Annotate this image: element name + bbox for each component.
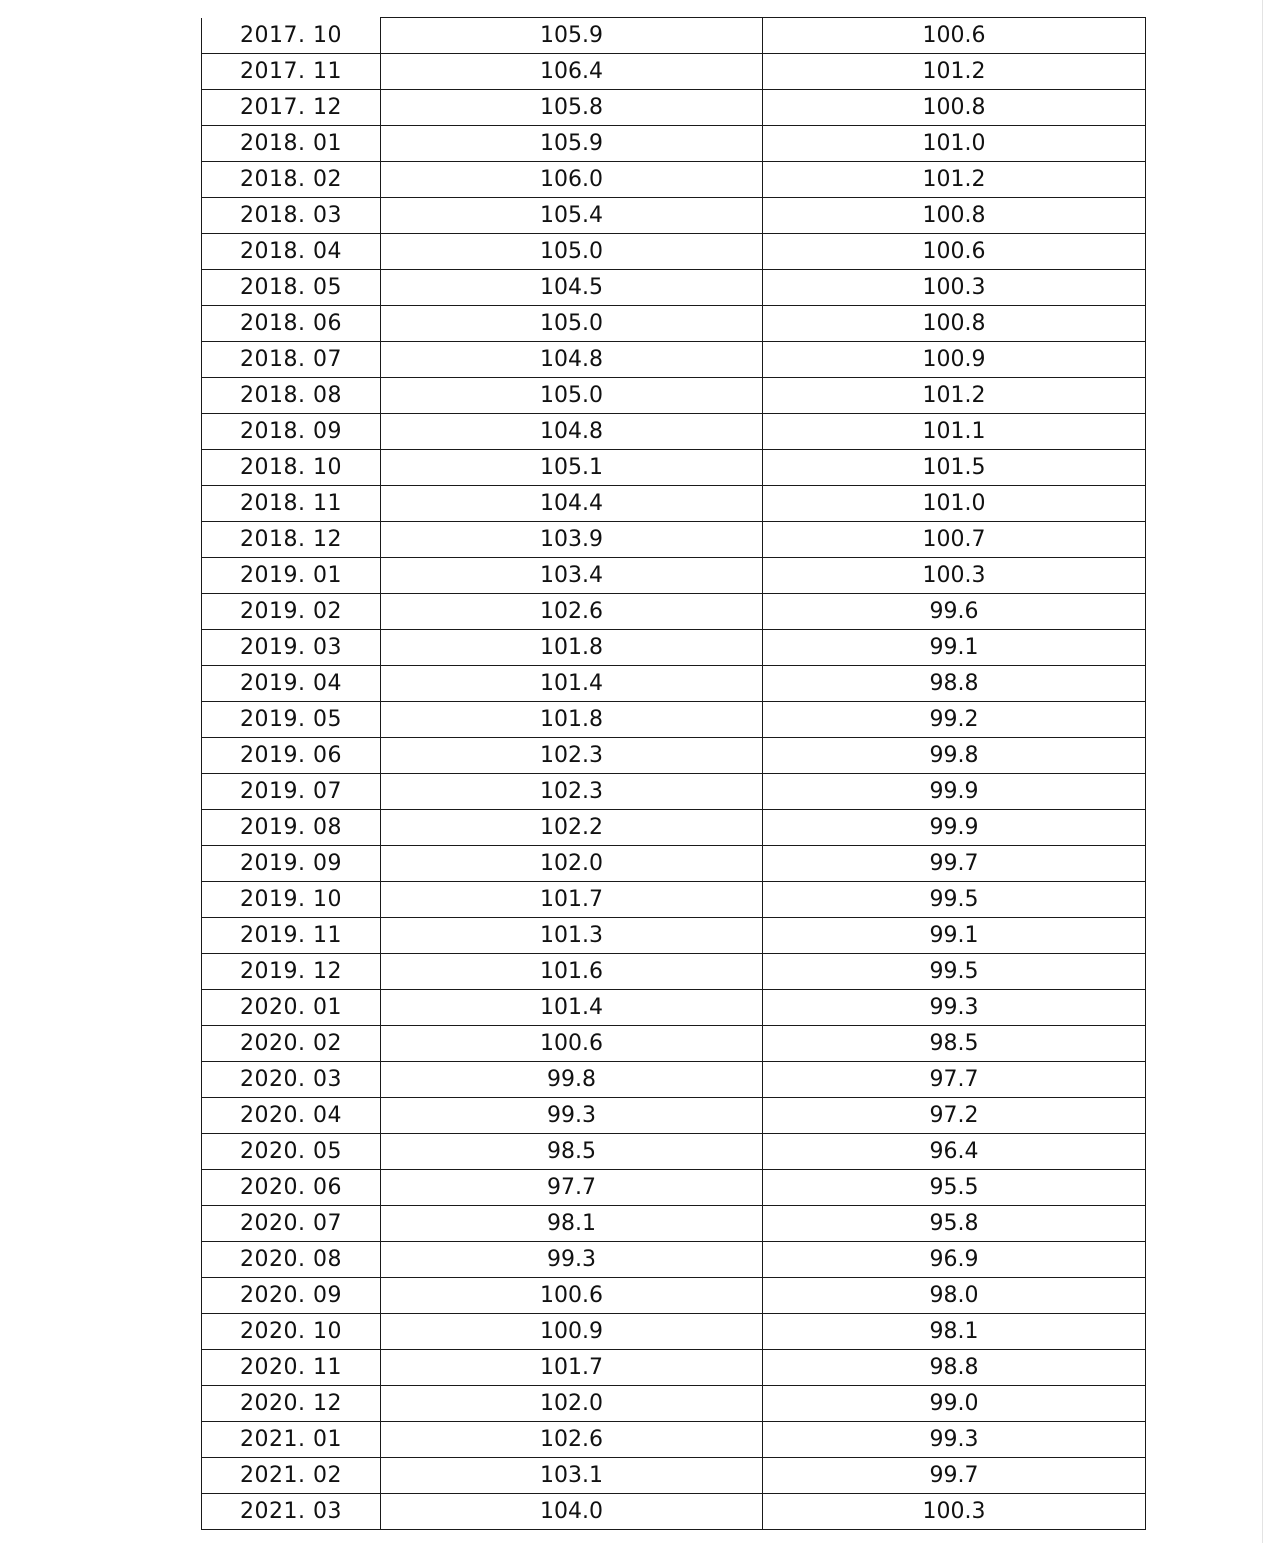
value-b-cell: 100.8 [763,198,1146,234]
table-row [202,270,1146,306]
table-row [202,234,1146,270]
table-row [202,1350,1146,1386]
value-b-cell: 100.9 [763,342,1146,378]
value-b-cell: 101.2 [763,162,1146,198]
value-a-cell: 101.4 [381,990,763,1026]
period-cell: 2020. 11 [202,1350,381,1386]
value-a-cell: 103.9 [381,522,763,558]
table-row [202,774,1146,810]
table-row [202,126,1146,162]
value-b-cell: 95.5 [763,1170,1146,1206]
period-cell: 2020. 08 [202,1242,381,1278]
table-row [202,594,1146,630]
value-a-cell: 105.4 [381,198,763,234]
table-row [202,450,1146,486]
period-cell: 2018. 01 [202,126,381,162]
period-cell: 2018. 08 [202,378,381,414]
value-a-cell: 101.8 [381,702,763,738]
value-a-cell: 103.4 [381,558,763,594]
period-cell: 2018. 09 [202,414,381,450]
value-a-cell: 104.8 [381,414,763,450]
value-b-cell: 98.0 [763,1278,1146,1314]
value-b-cell: 100.8 [763,306,1146,342]
value-b-cell: 96.4 [763,1134,1146,1170]
value-a-cell: 101.6 [381,954,763,990]
table-row [202,522,1146,558]
value-b-cell: 100.3 [763,270,1146,306]
value-b-cell: 99.0 [763,1386,1146,1422]
period-cell: 2017. 10 [202,18,381,54]
value-b-cell: 99.1 [763,630,1146,666]
value-b-cell: 97.2 [763,1098,1146,1134]
value-b-cell: 97.7 [763,1062,1146,1098]
value-b-cell: 101.0 [763,126,1146,162]
table-row [202,1170,1146,1206]
value-a-cell: 101.4 [381,666,763,702]
period-cell: 2020. 03 [202,1062,381,1098]
period-cell: 2018. 05 [202,270,381,306]
value-b-cell: 101.2 [763,378,1146,414]
period-cell: 2019. 04 [202,666,381,702]
value-a-cell: 99.3 [381,1098,763,1134]
table-row [202,630,1146,666]
value-b-cell: 100.3 [763,558,1146,594]
value-a-cell: 104.0 [381,1494,763,1530]
table-row [202,918,1146,954]
value-a-cell: 101.8 [381,630,763,666]
value-a-cell: 104.8 [381,342,763,378]
table-row [202,1494,1146,1530]
table-row [202,486,1146,522]
value-b-cell: 98.8 [763,666,1146,702]
period-cell: 2018. 07 [202,342,381,378]
value-a-cell: 99.8 [381,1062,763,1098]
value-a-cell: 101.7 [381,882,763,918]
period-cell: 2020. 12 [202,1386,381,1422]
value-b-cell: 95.8 [763,1206,1146,1242]
table-row [202,1062,1146,1098]
table-row [202,1242,1146,1278]
period-cell: 2021. 01 [202,1422,381,1458]
period-cell: 2018. 04 [202,234,381,270]
page-edge-rule [1262,0,1263,1543]
table-row [202,666,1146,702]
value-a-cell: 102.3 [381,738,763,774]
period-cell: 2019. 08 [202,810,381,846]
value-b-cell: 100.3 [763,1494,1146,1530]
table-row [202,1206,1146,1242]
value-b-cell: 99.9 [763,810,1146,846]
value-a-cell: 98.5 [381,1134,763,1170]
table-row [202,342,1146,378]
period-cell: 2020. 01 [202,990,381,1026]
period-cell: 2021. 02 [202,1458,381,1494]
table-row [202,1134,1146,1170]
value-a-cell: 105.0 [381,306,763,342]
period-cell: 2019. 05 [202,702,381,738]
period-cell: 2017. 11 [202,54,381,90]
value-b-cell: 99.3 [763,1422,1146,1458]
table-row [202,378,1146,414]
value-a-cell: 105.9 [381,18,763,54]
value-a-cell: 100.6 [381,1026,763,1062]
value-b-cell: 98.8 [763,1350,1146,1386]
table-row [202,1422,1146,1458]
value-a-cell: 100.6 [381,1278,763,1314]
table-row [202,990,1146,1026]
value-a-cell: 100.9 [381,1314,763,1350]
value-b-cell: 98.1 [763,1314,1146,1350]
value-a-cell: 106.4 [381,54,763,90]
table-row [202,702,1146,738]
table-row [202,738,1146,774]
period-cell: 2018. 02 [202,162,381,198]
value-a-cell: 101.3 [381,918,763,954]
value-a-cell: 102.0 [381,846,763,882]
value-a-cell: 106.0 [381,162,763,198]
table-row [202,954,1146,990]
value-a-cell: 98.1 [381,1206,763,1242]
period-cell: 2019. 06 [202,738,381,774]
period-cell: 2019. 02 [202,594,381,630]
value-b-cell: 99.9 [763,774,1146,810]
period-cell: 2018. 06 [202,306,381,342]
data-table [201,17,1146,1530]
value-a-cell: 104.5 [381,270,763,306]
value-b-cell: 101.1 [763,414,1146,450]
table-row [202,162,1146,198]
period-cell: 2019. 01 [202,558,381,594]
table-row [202,1278,1146,1314]
value-a-cell: 105.9 [381,126,763,162]
value-a-cell: 105.0 [381,378,763,414]
table-row [202,1026,1146,1062]
table-row [202,306,1146,342]
table-row [202,90,1146,126]
period-cell: 2018. 10 [202,450,381,486]
value-b-cell: 99.5 [763,954,1146,990]
value-b-cell: 99.5 [763,882,1146,918]
period-cell: 2021. 03 [202,1494,381,1530]
value-a-cell: 102.6 [381,594,763,630]
table-row [202,1098,1146,1134]
table-row [202,414,1146,450]
table-row [202,558,1146,594]
table-row [202,198,1146,234]
period-cell: 2020. 07 [202,1206,381,1242]
value-b-cell: 100.6 [763,234,1146,270]
value-b-cell: 99.1 [763,918,1146,954]
value-b-cell: 96.9 [763,1242,1146,1278]
period-cell: 2017. 12 [202,90,381,126]
value-a-cell: 102.6 [381,1422,763,1458]
value-a-cell: 97.7 [381,1170,763,1206]
period-cell: 2019. 12 [202,954,381,990]
value-b-cell: 98.5 [763,1026,1146,1062]
period-cell: 2019. 10 [202,882,381,918]
value-b-cell: 100.7 [763,522,1146,558]
period-cell: 2020. 04 [202,1098,381,1134]
period-cell: 2020. 09 [202,1278,381,1314]
table-row [202,1386,1146,1422]
value-b-cell: 101.2 [763,54,1146,90]
value-a-cell: 99.3 [381,1242,763,1278]
table-row [202,1458,1146,1494]
value-b-cell: 99.7 [763,1458,1146,1494]
table-row [202,18,1146,54]
value-b-cell: 100.8 [763,90,1146,126]
table-row [202,882,1146,918]
period-cell: 2018. 03 [202,198,381,234]
table-row [202,846,1146,882]
period-cell: 2018. 12 [202,522,381,558]
value-a-cell: 105.0 [381,234,763,270]
period-cell: 2019. 09 [202,846,381,882]
value-b-cell: 101.5 [763,450,1146,486]
value-b-cell: 99.8 [763,738,1146,774]
period-cell: 2020. 10 [202,1314,381,1350]
table-row [202,1314,1146,1350]
period-cell: 2019. 07 [202,774,381,810]
period-cell: 2020. 05 [202,1134,381,1170]
value-a-cell: 104.4 [381,486,763,522]
value-b-cell: 99.3 [763,990,1146,1026]
value-b-cell: 101.0 [763,486,1146,522]
period-cell: 2020. 02 [202,1026,381,1062]
value-a-cell: 102.3 [381,774,763,810]
table-body [202,18,1146,1530]
value-a-cell: 102.0 [381,1386,763,1422]
value-a-cell: 105.8 [381,90,763,126]
table-row [202,810,1146,846]
period-cell: 2020. 06 [202,1170,381,1206]
value-b-cell: 100.6 [763,18,1146,54]
value-a-cell: 105.1 [381,450,763,486]
value-a-cell: 101.7 [381,1350,763,1386]
value-b-cell: 99.2 [763,702,1146,738]
value-b-cell: 99.7 [763,846,1146,882]
value-b-cell: 99.6 [763,594,1146,630]
value-a-cell: 102.2 [381,810,763,846]
period-cell: 2018. 11 [202,486,381,522]
table-row [202,54,1146,90]
period-cell: 2019. 11 [202,918,381,954]
period-cell: 2019. 03 [202,630,381,666]
value-a-cell: 103.1 [381,1458,763,1494]
